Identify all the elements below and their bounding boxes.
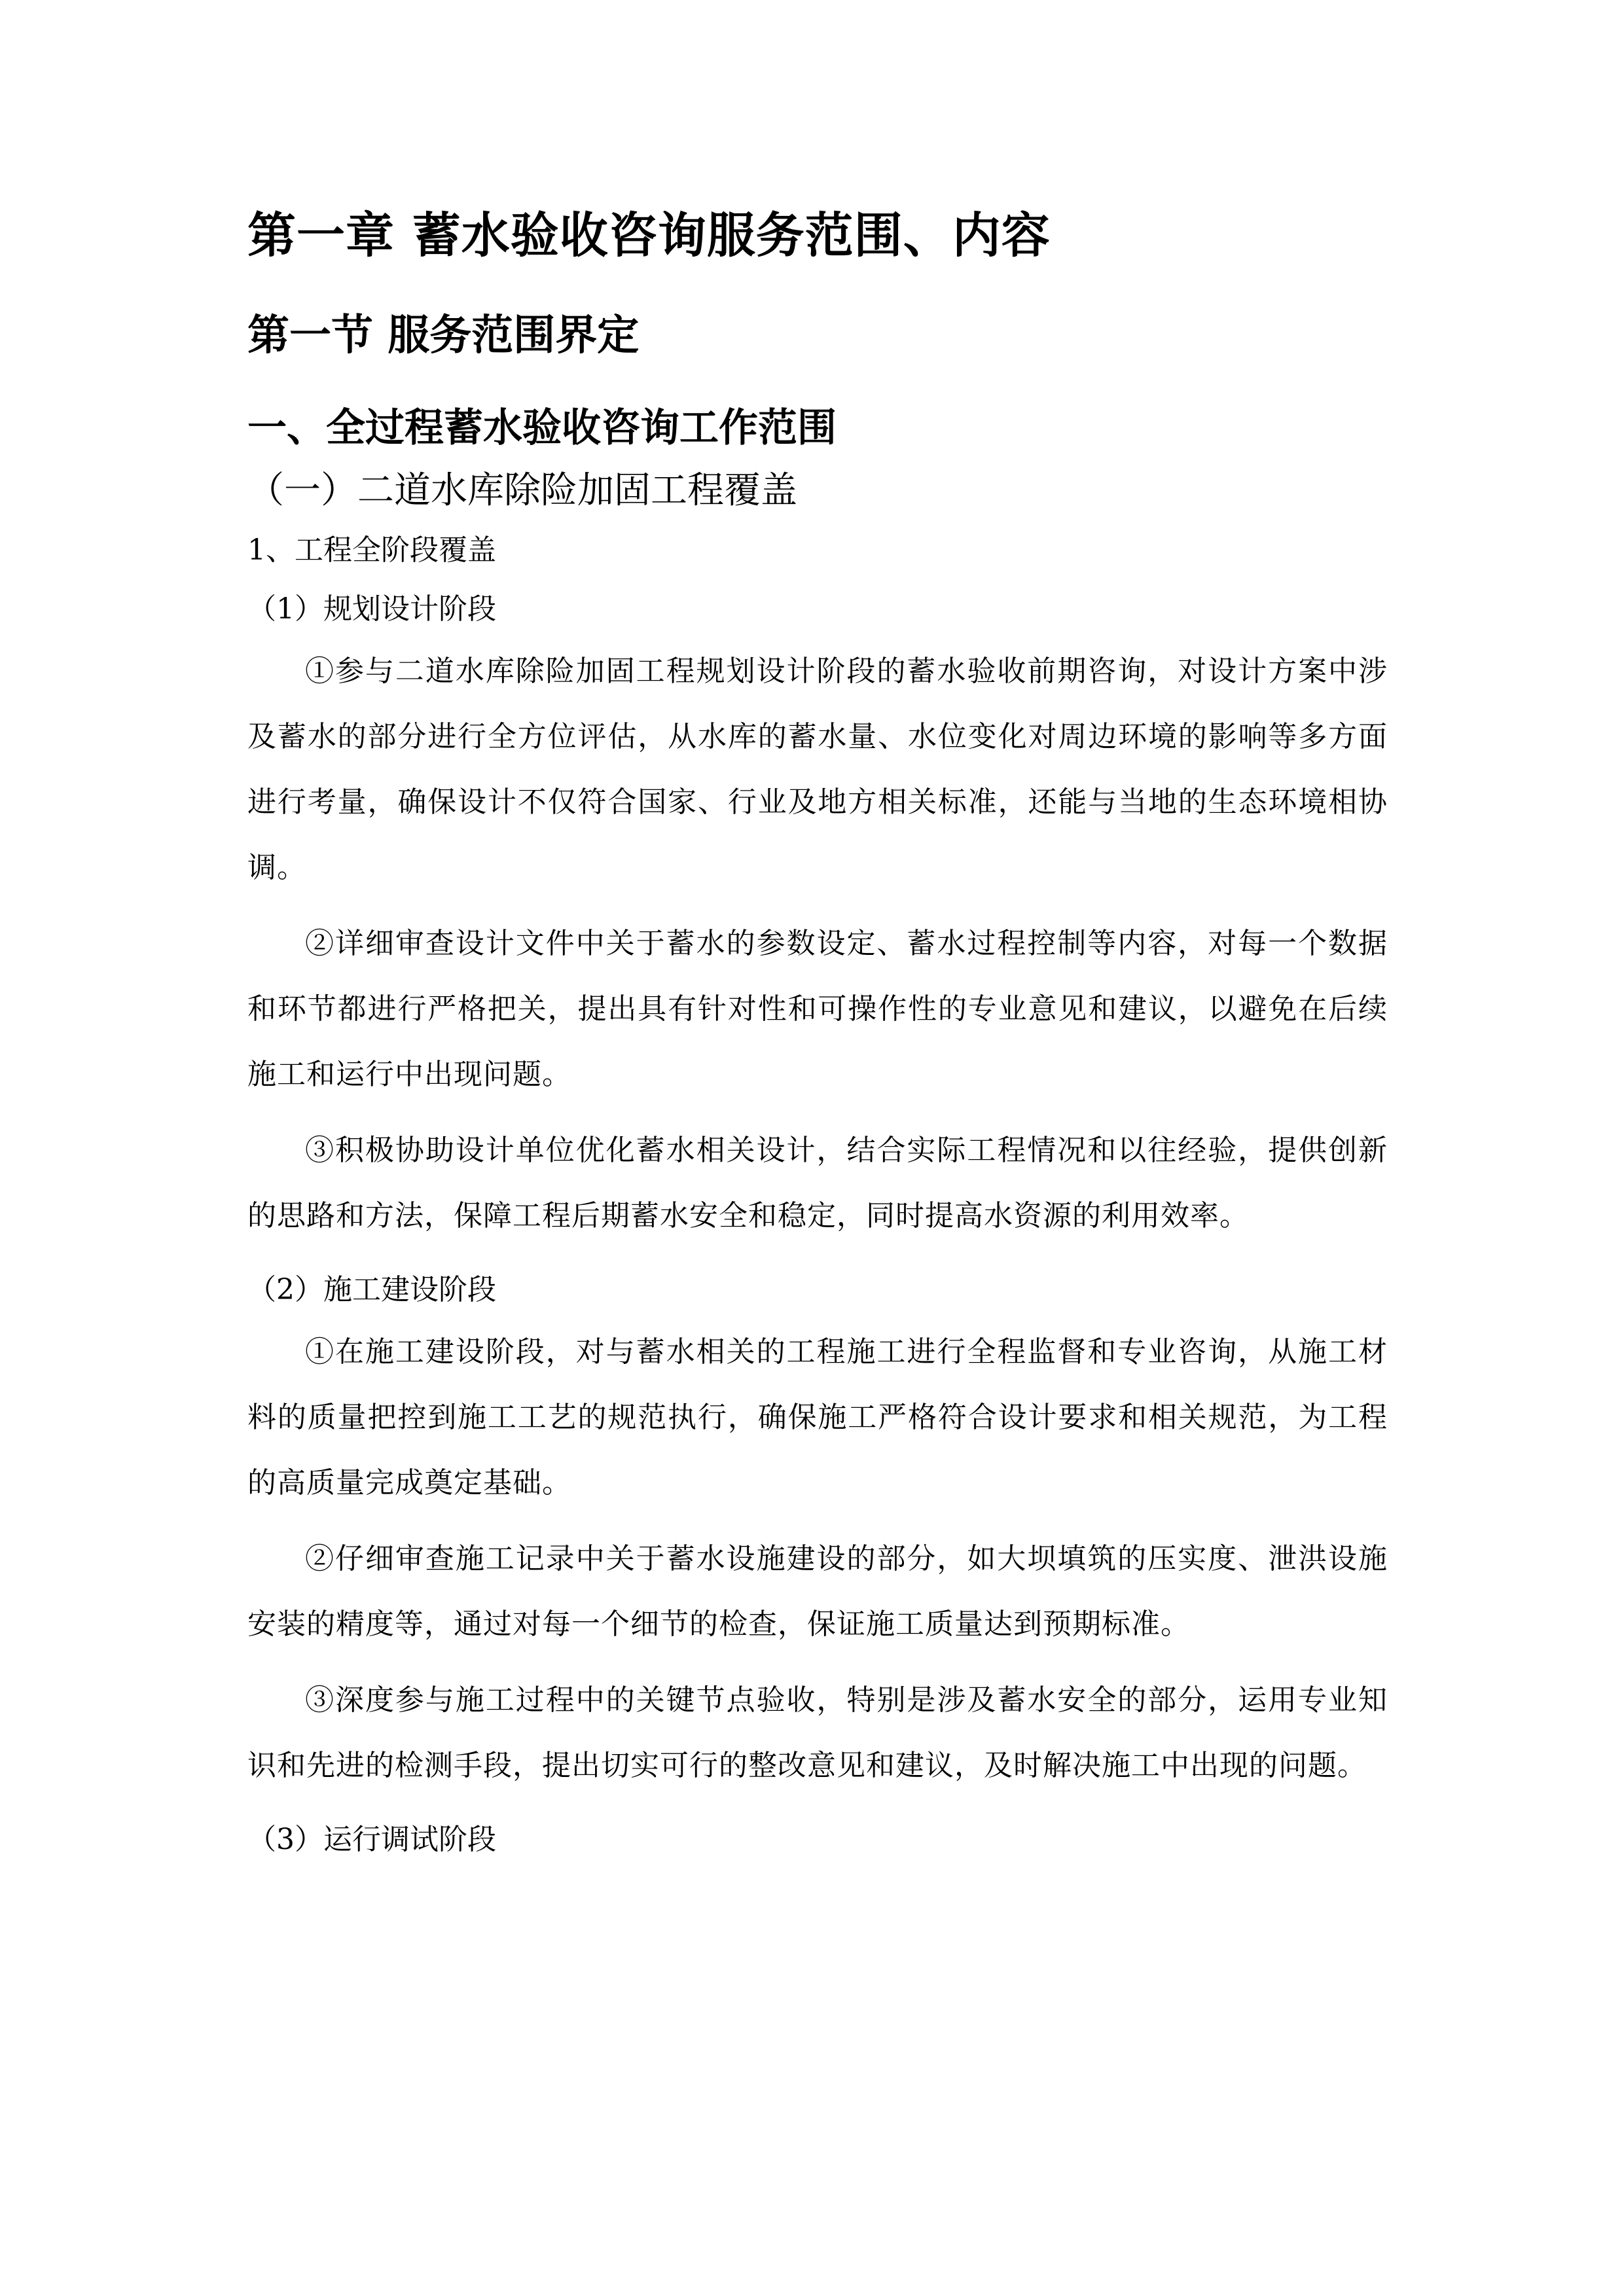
section-title: 第一节 服务范围界定	[247, 312, 640, 360]
stage-title: （1）规划设计阶段	[247, 592, 496, 626]
document-body	[247, 196, 1388, 1869]
paragraph: ①在施工建设阶段，对与蓄水相关的工程施工进行全程监督和专业咨询，从施工材料的质量把控到施工工艺的规范执行，确保施工严格符合设计要求和相关规范，为工程的高质量完成奠定基础。	[247, 1335, 1388, 1499]
stage-title: （3）运行调试阶段	[247, 1823, 496, 1856]
chapter-title: 第一章 蓄水验收咨询服务范围、内容	[247, 207, 1051, 264]
paragraph: ③积极协助设计单位优化蓄水相关设计，结合实际工程情况和以往经验，提供创新的思路和方法，保障工程后期蓄水安全和稳定，同时提高水资源的利用效率。	[247, 1134, 1388, 1232]
subsection-title: 一、全过程蓄水验收咨询工作范围	[247, 405, 837, 451]
paragraph: ③深度参与施工过程中的关键节点验收，特别是涉及蓄水安全的部分，运用专业知识和先进的检测手段，提出切实可行的整改意见和建议，及时解决施工中出现的问题。	[247, 1683, 1388, 1782]
paragraph: ②详细审查设计文件中关于蓄水的参数设定、蓄水过程控制等内容，对每一个数据和环节都进行严格把关，提出具有针对性和可操作性的专业意见和建议，以避免在后续施工和运行中出现问题。	[247, 927, 1388, 1091]
item-title: 1、工程全阶段覆盖	[247, 533, 496, 567]
paragraph: ②仔细审查施工记录中关于蓄水设施建设的部分，如大坝填筑的压实度、泄洪设施安装的精度等，通过对每一个细节的检查，保证施工质量达到预期标准。	[247, 1542, 1388, 1641]
subsubsection-title: （一）二道水库除险加固工程覆盖	[247, 469, 797, 512]
stage-title: （2）施工建设阶段	[247, 1273, 496, 1306]
paragraph: ①参与二道水库除险加固工程规划设计阶段的蓄水验收前期咨询，对设计方案中涉及蓄水的部分进行全方位评估，从水库的蓄水量、水位变化对周边环境的影响等多方面进行考量，确保设计不仅符合国家、行业及地方相关标准，还能与当地的生态环境相协调。	[247, 655, 1388, 884]
